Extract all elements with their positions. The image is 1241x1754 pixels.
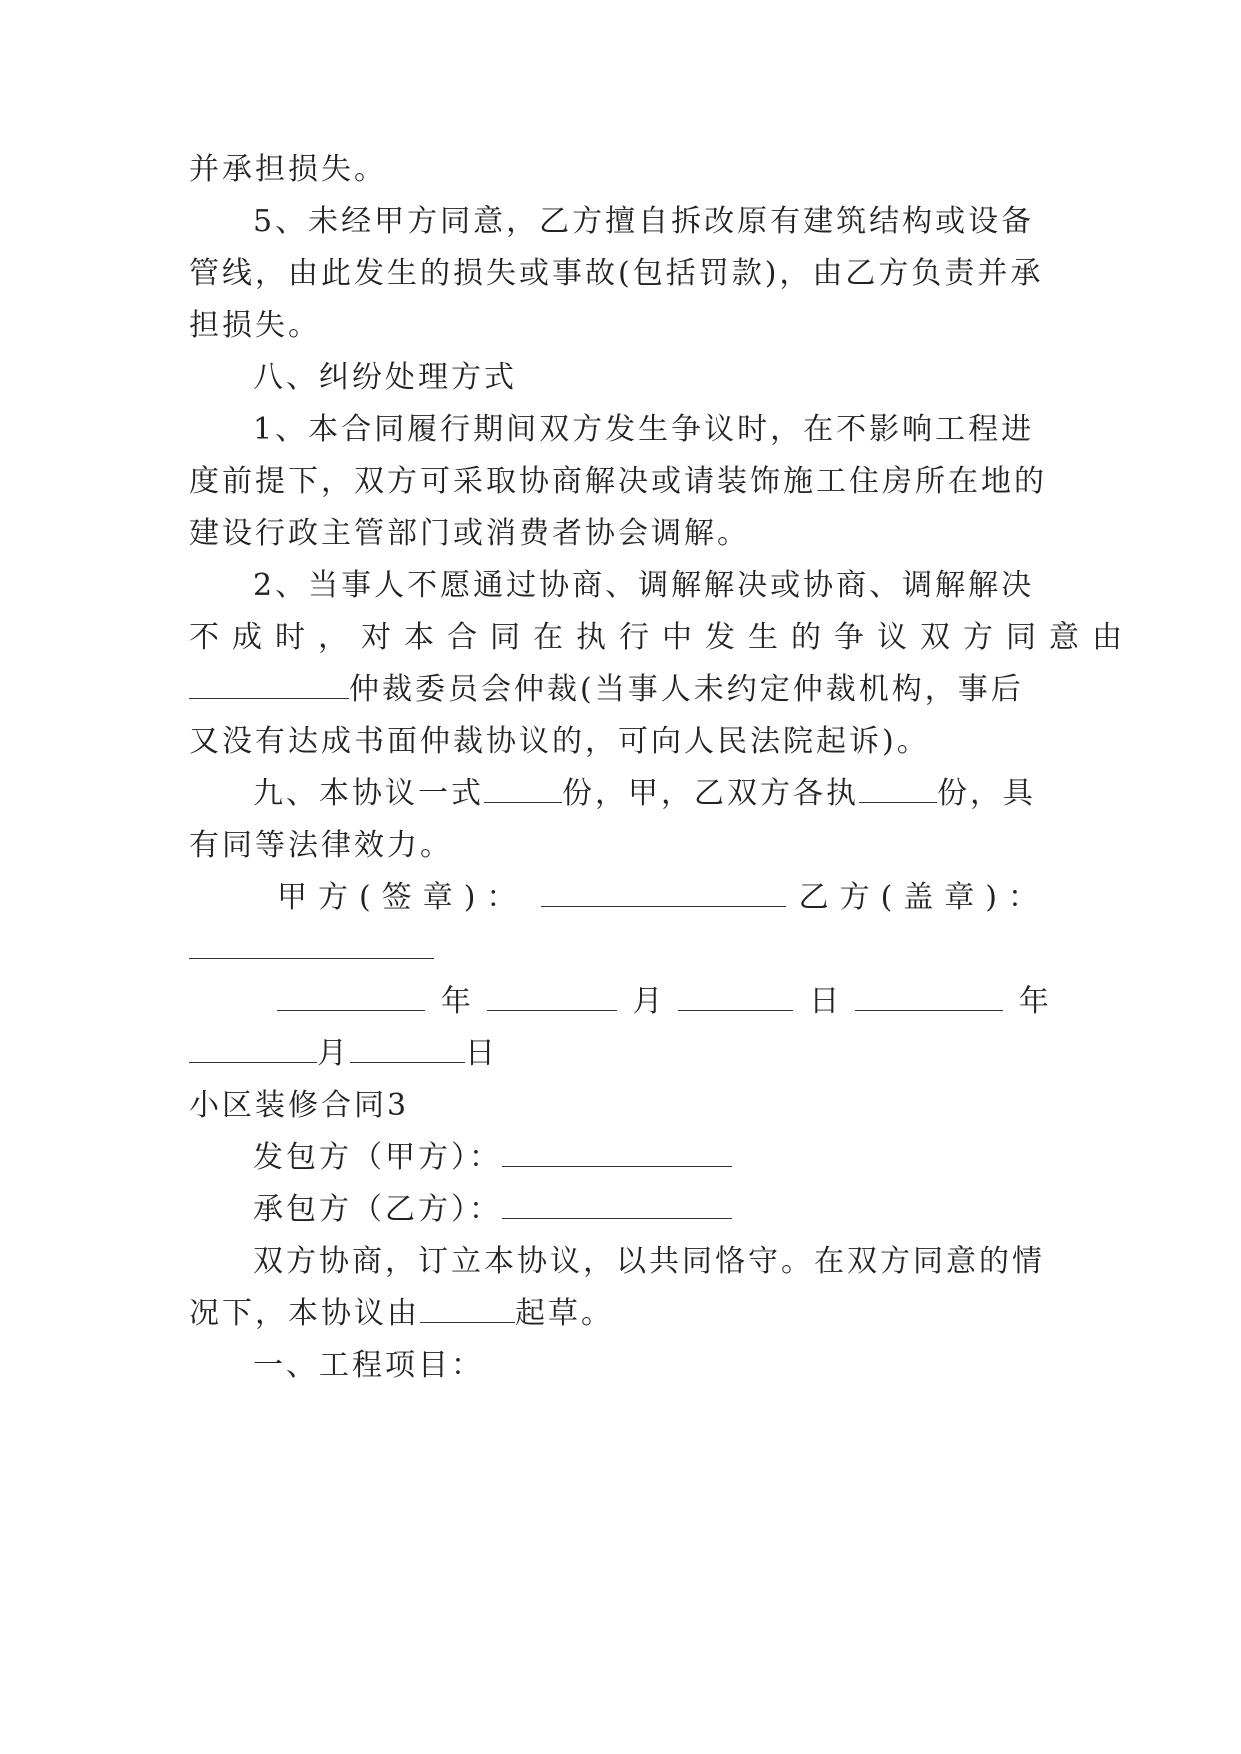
paragraph-line: [189, 668, 1049, 712]
signature-line: [189, 928, 1049, 972]
copies-total-blank: [484, 772, 562, 803]
date-line: [277, 980, 1049, 1024]
party-b-seal-label: 乙方(盖章)：: [798, 880, 1049, 915]
paragraph-line: 管线，由此发生的损失或事故(包括罚款)，由乙方负责并承: [189, 256, 1044, 291]
drafter-blank: [420, 1292, 515, 1323]
party-a-signature-label: 甲方(签章)：: [277, 880, 528, 915]
section-heading: 一、工程项目：: [253, 1348, 484, 1383]
paragraph-line: 不成时，对本合同在执行中发生的争议双方同意由: [189, 620, 1135, 655]
arbitration-blank: [189, 668, 349, 699]
paragraph-line: 并承担损失。: [189, 152, 387, 187]
date-month-label: 月: [632, 984, 663, 1019]
date-blank: [855, 980, 1003, 1011]
date-day-label: 日: [465, 1036, 498, 1071]
paragraph-line: [253, 772, 1049, 816]
paragraph-text: 况下，本协议由: [189, 1296, 420, 1331]
paragraph-line: 建设行政主管部门或消费者协会调解。: [189, 516, 750, 551]
paragraph-line: 又没有达成书面仲裁协议的，可向人民法院起诉)。: [189, 724, 930, 759]
party-line: [253, 1136, 1049, 1180]
copies-each-blank: [859, 772, 937, 803]
paragraph-text: 仲裁委员会仲裁(当事人未约定仲裁机构，事后: [349, 672, 1024, 707]
party-b-seal-blank: [189, 928, 434, 959]
party-a-signature-blank: [541, 876, 786, 907]
date-year-label: 年: [440, 984, 471, 1019]
date-blank: [678, 980, 793, 1011]
section-heading: 八、纠纷处理方式: [253, 360, 517, 395]
paragraph-line: [189, 1292, 1049, 1336]
paragraph-line: 有同等法律效力。: [189, 828, 453, 863]
date-blank: [277, 980, 425, 1011]
paragraph-line: 5、未经甲方同意，乙方擅自拆改原有建筑结构或设备: [253, 204, 1035, 239]
date-month-label: 月: [317, 1036, 350, 1071]
paragraph-text: 份，甲，乙双方各执: [562, 776, 859, 811]
contract-title: 小区装修合同3: [189, 1088, 410, 1123]
date-blank: [487, 980, 617, 1011]
party-b-label: 承包方（乙方）：: [253, 1192, 502, 1227]
date-blank: [189, 1032, 317, 1063]
paragraph-text: 起草。: [515, 1296, 614, 1331]
party-a-label: 发包方（甲方）：: [253, 1140, 502, 1175]
paragraph-text: 九、本协议一式: [253, 776, 484, 811]
party-a-blank: [502, 1136, 732, 1167]
paragraph-line: 2、当事人不愿通过协商、调解解决或协商、调解解决: [253, 568, 1035, 603]
date-year-label: 年: [1018, 984, 1049, 1019]
signature-line: [277, 876, 1049, 920]
date-line: [189, 1032, 1049, 1076]
paragraph-text: 份，具: [937, 776, 1036, 811]
paragraph-line: 双方协商，订立本协议，以共同恪守。在双方同意的情: [253, 1244, 1045, 1279]
party-line: [253, 1188, 1049, 1232]
date-day-label: 日: [809, 984, 840, 1019]
date-blank: [350, 1032, 465, 1063]
paragraph-line: 度前提下，双方可采取协商解决或请装饰施工住房所在地的: [189, 464, 1047, 499]
party-b-blank: [502, 1188, 732, 1219]
paragraph-line: 1、本合同履行期间双方发生争议时，在不影响工程进: [253, 412, 1035, 447]
paragraph-line: 担损失。: [189, 308, 321, 343]
